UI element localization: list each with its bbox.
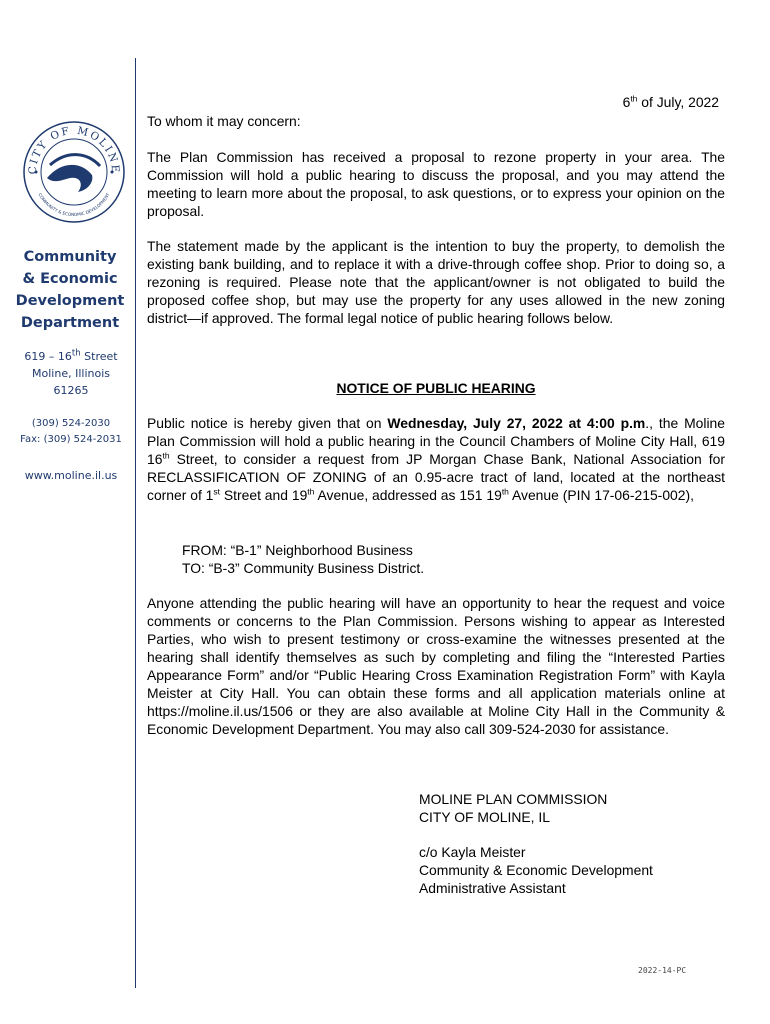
letter-date: 6th of July, 2022 [622, 93, 719, 110]
zoning-from: FROM: “B-1” Neighborhood Business [182, 542, 413, 558]
paragraph-applicant-statement: The statement made by the applicant is the intention to buy the property, to demolish the existing bank building, and to replace it with a drive-through coffee shop. Prior to doing so, a rezoning is required. Please note that the applicant/owner is not obligated to build the proposed coffee shop, but may use the property for any uses allowed in the new zoning district—if approved. The formal legal notice of public hearing follows below. [147, 238, 725, 326]
phone-number: (309) 524-2030 [31, 418, 111, 429]
department-phone [12, 416, 130, 448]
document-code: 2022-14-PC [638, 966, 687, 975]
svg-text:COMMUNITY & ECONOMIC DEVELOPME: COMMUNITY & ECONOMIC DEVELOPMENT [37, 192, 111, 218]
sidebar-divider [135, 58, 136, 988]
salutation: To whom it may concern: [147, 113, 301, 129]
dept-line: Development [15, 293, 125, 309]
zoning-change [182, 541, 424, 577]
fax-number: Fax: (309) 524-2031 [20, 434, 122, 445]
city-seal-logo [22, 120, 126, 224]
zoning-to: TO: “B-3” Community Business District. [182, 560, 425, 576]
notice-title: NOTICE OF PUBLIC HEARING [336, 380, 536, 396]
paragraph-intro: The Plan Commission has received a proposal to rezone property in your area. The Commission will hold a public hearing to discuss the proposal, and you may attend the meeting to learn more about the proposal, to ask questions, or to express your opinion on the proposal. [147, 149, 725, 219]
dept-line: & Economic [22, 271, 118, 287]
paragraph-participation: Anyone attending the public hearing will have an opportunity to hear the request and voice comments or concerns to the Plan Commission. Persons wishing to appear as Interested Parties, who wish to present testimony or cross-examine the witnesses presented at the hearing shall identify themselves as such by completing and filing the “Interested Parties Appearance Form” and/or “Public Hearing Cross Examination Registration Form” with Kayla Meister at City Hall. You can obtain these forms and all application materials online at https://moline.il.us/1506 or they are also available at Moline City Hall in the Community & Economic Development Department. You may also call 309-524-2030 for assistance. [147, 595, 725, 737]
signature-block-contact: c/o Kayla Meister Community & Economic Development Administrative Assistant [419, 844, 653, 896]
dept-line: Community [23, 249, 117, 265]
department-name [14, 246, 126, 334]
department-address: 619 – 16th Street Moline, Illinois 61265 [24, 348, 118, 397]
paragraph-public-notice: Public notice is hereby given that on Wednesday, July 27, 2022 at 4:00 p.m., the Moline Plan Commission will hold a public hearing in the Council Chambers of Moline City Hall, 619 16th Street, to consider a request from JP Morgan Chase Bank, National Association for RECLASSIFICATION OF ZONING of an 0.95-acre tract of land, located at the northeast corner of 1st Street and 19th Avenue, addressed as 151 19th Avenue (PIN 17-06-215-002), [147, 415, 726, 503]
svg-text:CITY OF MOLINE: CITY OF MOLINE [26, 124, 122, 175]
dept-line: Department [20, 315, 120, 331]
department-website[interactable]: www.moline.il.us [24, 469, 118, 482]
signature-block-commission: MOLINE PLAN COMMISSION CITY OF MOLINE, IL [419, 791, 608, 825]
